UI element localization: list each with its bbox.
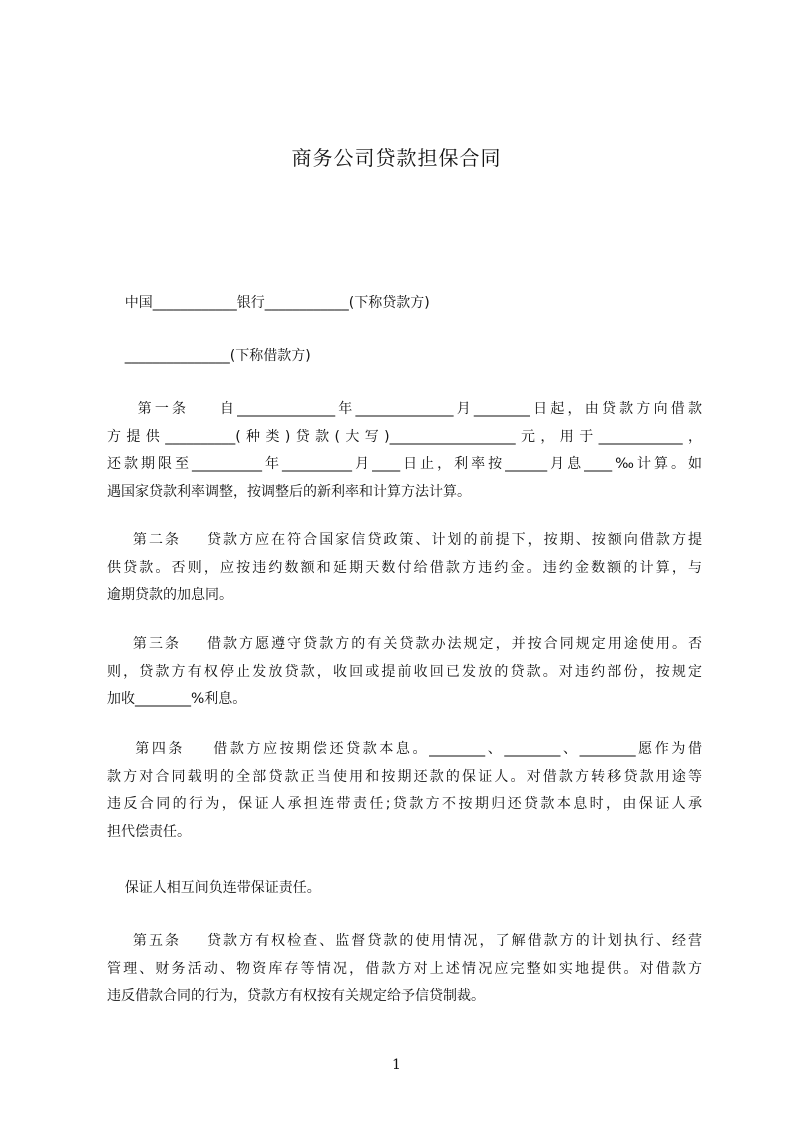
article-5-line: 管理、财务活动、物资库存等情况，借款方对上述情况应完整如实地提供。对借款方 — [107, 960, 702, 977]
page-number: 1 — [392, 1057, 401, 1073]
article-4 — [107, 736, 702, 846]
article-1-line: 还款期限至__________年__________月____日止，利率按______月息____‰计算。如 — [107, 456, 702, 472]
article-5 — [107, 928, 702, 1011]
article-1-line: 方提供__________(种类)贷款(大写)__________________元，用于____________， — [107, 428, 702, 445]
article-4-line: 担代偿责任。 — [107, 823, 191, 840]
article-2-line: 逾期贷款的加息同。 — [107, 587, 233, 603]
lender-party-line: 中国____________银行____________(下称贷款方) — [107, 295, 430, 311]
article-4-line: 款方对合同载明的全部贷款正当使用和按期还款的保证人。对借款方转移贷款用途等 — [107, 768, 702, 785]
article-4-line: 第四条 借款方应按期偿还贷款本息。________、________、________愿作为借 — [107, 741, 702, 757]
article-3-line: 加收________%利息。 — [107, 691, 247, 707]
document-title: 商务公司贷款担保合同 — [291, 146, 502, 170]
article-3-line: 则，贷款方有权停止发放贷款，收回或提前收回已发放的贷款。对违约部份，按规定 — [107, 663, 702, 680]
borrower-party-line: _______________(下称借款方) — [107, 348, 311, 364]
article-2-line: 第二条 贷款方应在符合国家信贷政策、计划的前提下，按期、按额向借款方提 — [107, 532, 702, 548]
article-1-line: 遇国家贷款利率调整，按调整后的新利率和计算方法计算。 — [107, 483, 471, 500]
article-3 — [107, 631, 702, 714]
article-2-line: 供贷款。否则，应按违约数额和延期天数付给借款方违约金。违约金数额的计算，与 — [107, 559, 702, 576]
article-5-line: 第五条 贷款方有权检查、监督贷款的使用情况，了解借款方的计划执行、经营 — [107, 933, 702, 949]
article-3-line: 第三条 借款方愿遵守贷款方的有关贷款办法规定，并按合同规定用途使用。否 — [107, 636, 702, 652]
article-5-line: 违反借款合同的行为，贷款方有权按有关规定给予信贷制裁。 — [107, 988, 485, 1004]
article-1 — [107, 396, 702, 506]
guarantor-note: 保证人相互间负连带保证责任。 — [107, 880, 321, 896]
article-2 — [107, 527, 702, 610]
article-4-line: 违反合同的行为，保证人承担连带责任;贷款方不按期归还贷款本息时，由保证人承 — [107, 796, 702, 812]
article-1-line: 第一条 自______________年______________月________日起，由贷款方向借款 — [107, 401, 702, 417]
